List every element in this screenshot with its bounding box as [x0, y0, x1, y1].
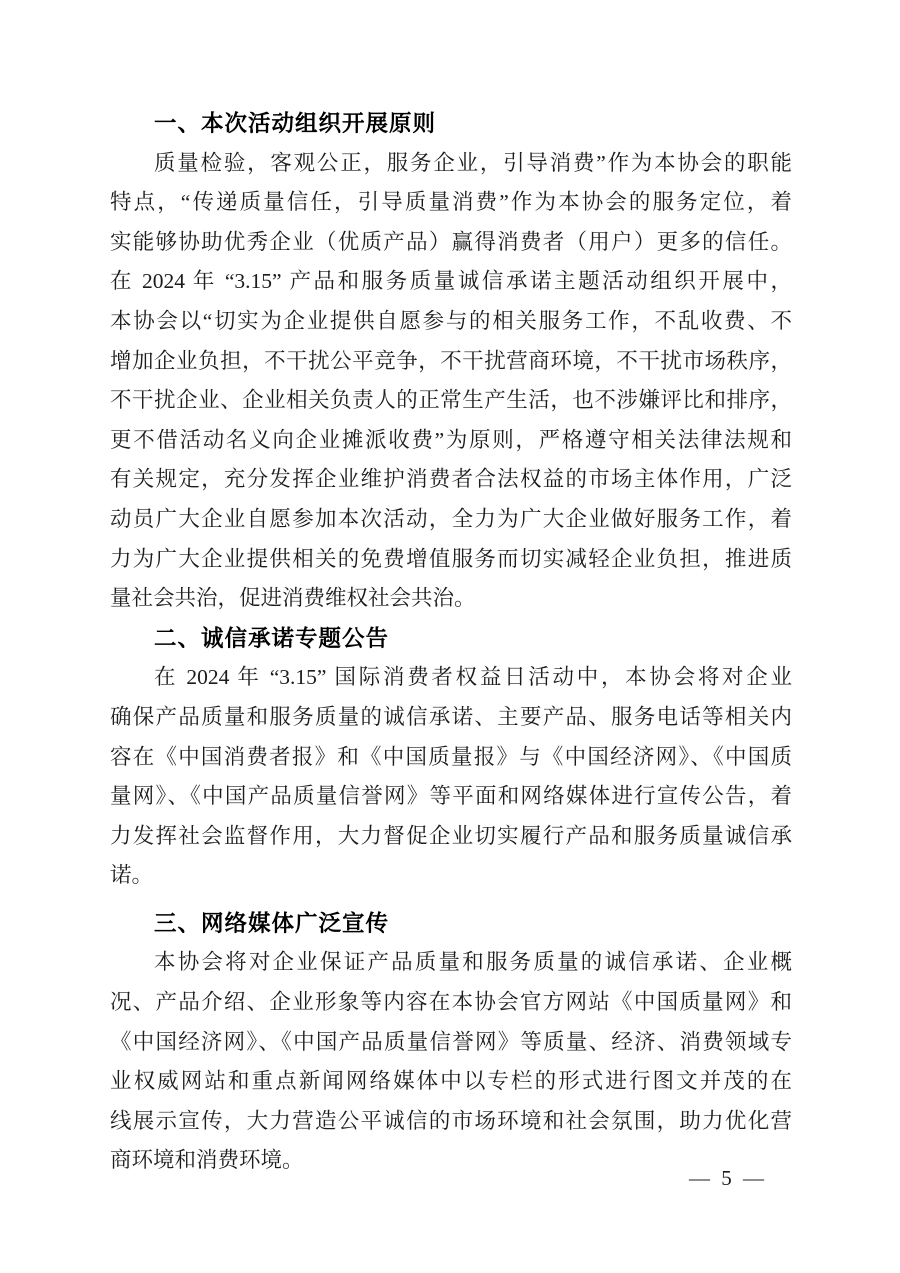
text-line: 不干扰企业、企业相关负责人的正常生产生活，也不涉嫌评比和排序， [110, 388, 792, 413]
text-line: 力发挥社会监督作用，大力督促企业切实履行产品和服务质量诚信承 [110, 823, 792, 848]
section-3-heading: 三、网络媒体广泛宣传 [154, 910, 390, 936]
text-line: 有关规定，充分发挥企业维护消费者合法权益的市场主体作用，广泛 [110, 467, 792, 492]
text-line: 在 2024 年 “3.15” 国际消费者权益日活动中，本协会将对企业 [154, 665, 792, 690]
document-content [110, 104, 792, 1181]
text-line: 商环境和消费环境。 [110, 1148, 304, 1173]
text-line: 量网》、《中国产品质量信誉网》等平面和网络媒体进行宣传公告，着 [110, 784, 792, 809]
text-line: 况、产品介绍、企业形象等内容在本协会官方网站《中国质量网》和 [110, 990, 792, 1015]
section-2-heading: 二、诚信承诺专题公告 [154, 625, 390, 651]
section-1-heading: 一、本次活动组织开展原则 [154, 111, 437, 136]
text-line: 力为广大企业提供相关的免费增值服务而切实减轻企业负担，推进质 [110, 546, 792, 571]
text-line: 实能够协助优秀企业（优质产品）赢得消费者（用户）更多的信任。 [110, 229, 792, 254]
text-line: 增加企业负担，不干扰公平竞争，不干扰营商环境，不干扰市场秩序， [110, 348, 792, 373]
text-line: 容在《中国消费者报》和《中国质量报》与《中国经济网》、《中国质 [110, 744, 792, 769]
text-line: 特点，“传递质量信任，引导质量消费”作为本协会的服务定位，着 [110, 190, 792, 215]
text-line: 线展示宣传，大力营造公平诚信的市场环境和社会氛围，助力优化营 [110, 1108, 792, 1133]
text-line: 本协会将对企业保证产品质量和服务质量的诚信承诺、企业概 [154, 950, 792, 975]
text-line: 质量检验，客观公正，服务企业，引导消费”作为本协会的职能 [154, 150, 792, 175]
text-line: 量社会共治，促进消费维权社会共治。 [110, 586, 476, 611]
text-line: 本协会以“切实为企业提供自愿参与的相关服务工作，不乱收费、不 [110, 308, 792, 333]
text-line: 在 2024 年 “3.15” 产品和服务质量诚信承诺主题活动组织开展中， [110, 269, 792, 294]
text-line: 更不借活动名义向企业摊派收费”为原则，严格遵守相关法律法规和 [110, 427, 792, 452]
text-line: 《中国经济网》、《中国产品质量信誉网》等质量、经济、消费领域专 [110, 1029, 792, 1054]
text-line: 确保产品质量和服务质量的诚信承诺、主要产品、服务电话等相关内 [110, 704, 792, 729]
text-line: 业权威网站和重点新闻网络媒体中以专栏的形式进行图文并茂的在 [110, 1069, 792, 1094]
text-line: 动员广大企业自愿参加本次活动，全力为广大企业做好服务工作，着 [110, 506, 792, 531]
text-line: 诺。 [110, 863, 154, 888]
page-number: — 5 — [689, 1166, 767, 1190]
